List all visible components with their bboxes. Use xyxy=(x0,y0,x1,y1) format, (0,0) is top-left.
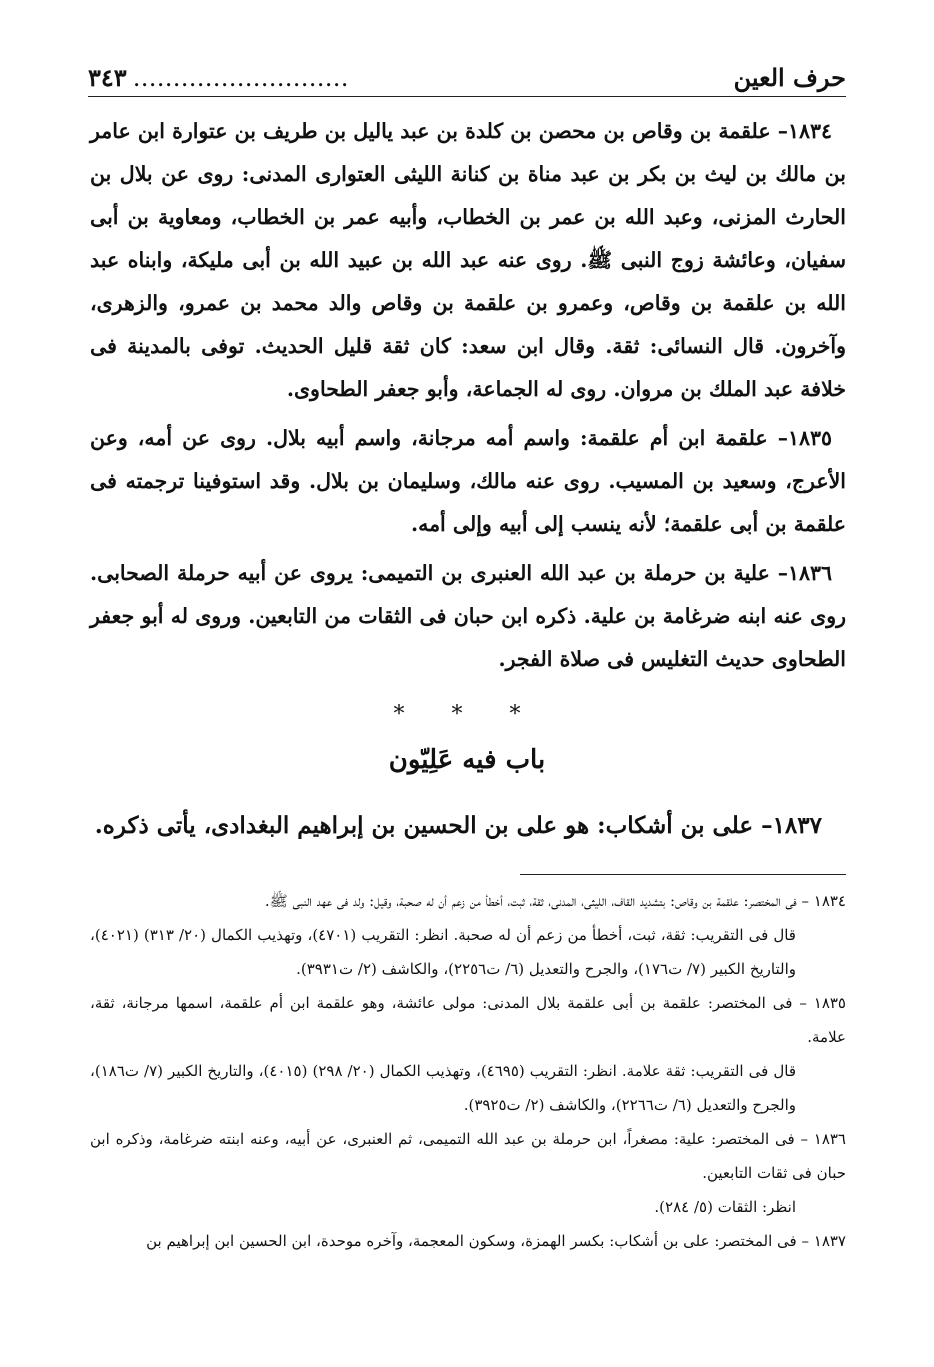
footnote-1834-sources: قال فى التقريب: ثقة، ثبت، أخطأ من زعم أن له صحبة. انظر: التقريب (٤٧٠١)، وتهذيب الكمال (٢٠/ ٣١٣) (٤٠٢١)، والتاريخ الكبير (٧/ ت١٧٦)، والجرح والتعديل (٦/ ت٢٢٥٦)، والكاشف (٢/ ت٣٩٣١). xyxy=(90,926,796,978)
footnote-1834: ١٨٣٤ – فى المختصر: علقمة بن وقاص: بتشديد القاف، الليثى، المدنى، ثقة، ثبت، أخطأ من زعم أن له صحبة، وقيل: ولد فى عهد النبى ﷺ. xyxy=(264,892,846,910)
footnote-divider xyxy=(520,874,846,875)
entry-number: ١٨٣٧ xyxy=(772,812,822,839)
entry-1837 xyxy=(90,804,846,848)
entry-text: – علقمة بن وقاص بن محصن بن كلدة بن عبد ياليل بن طريف بن عتوارة ابن عامر بن مالك بن ليث بن بكر بن عبد مناة بن كنانة الليثى العتوارى المدنى: روى عن بلال بن الحارث المزنى، وعبد الله بن عمر بن الخطاب، وأبيه عمر بن الخطاب، ومعاوية بن أبى سفيان، وعائشة زوج النبى ﷺ. روى عنه عبد الله بن عبيد الله بن أبى مليكة، وابناه عبد الله بن علقمة بن وقاص، وعمرو بن علقمة بن وقاص والد محمد بن عمرو، والزهرى، وآخرون. قال النسائى: ثقة. وقال ابن سعد: كان ثقة قليل الحديث. توفى بالمدينة فى خلافة عبد الملك بن مروان. روى له الجماعة، وأبو جعفر الطحاوى. xyxy=(90,119,846,401)
entry-number: ١٨٣٤ xyxy=(787,119,832,143)
footnote-1835-sources: قال فى التقريب: ثقة علامة. انظر: التقريب (٤٦٩٥)، وتهذيب الكمال (٢٠/ ٢٩٨) (٤٠١٥)، والتاريخ الكبير (٧/ ت١٨٦)، والجرح والتعديل (٦/ ت٢٢٦٦)، والكاشف (٢/ ت٣٩٢٥). xyxy=(90,1062,796,1114)
section-heading: باب فيه عَلِيّون xyxy=(388,745,546,775)
entry-text: – على بن أشكاب: هو على بن الحسين بن إبراهيم البغدادى، يأتى ذكره. xyxy=(94,812,773,839)
main-text xyxy=(90,110,846,687)
footnote-1835: ١٨٣٥ – فى المختصر: علقمة بن أبى علقمة بلال المدنى: مولى عائشة، وهو علقمة ابن أم علقمة، اسمها مرجانة، ثقة، علامة. xyxy=(90,994,846,1046)
entry-1834 xyxy=(90,110,846,411)
entry-1836 xyxy=(90,552,846,681)
running-title: حرف العين xyxy=(733,63,846,92)
page-number: ……………………… ٣٤٣ xyxy=(88,63,349,96)
entry-text: – علقمة ابن أم علقمة: واسم أمه مرجانة، واسم أبيه بلال. روى عن أمه، وعن الأعرج، وسعيد بن المسيب. روى عنه مالك، وسليمان بن بلال. وقد استوفينا ترجمته فى علقمة بن أبى علقمة؛ لأنه ينسب إلى أبيه وإلى أمه. xyxy=(90,426,846,536)
footnotes xyxy=(90,884,846,1258)
section-separator: * * * xyxy=(393,702,541,727)
entry-number: ١٨٣٦ xyxy=(787,561,832,585)
footnote-1836-sources: انظر: الثقات (٥/ ٢٨٤). xyxy=(654,1198,796,1216)
entry-text: – علية بن حرملة بن عبد الله العنبرى بن التميمى: يروى عن أبيه حرملة الصحابى. روى عنه ابنه ضرغامة بن علية. ذكره ابن حبان فى الثقات من التابعين. وروى له أبو جعفر الطحاوى حديث التغليس فى صلاة الفجر. xyxy=(90,561,846,671)
footnote-1837: ١٨٣٧ – فى المختصر: على بن أشكاب: بكسر الهمزة، وسكون المعجمة، وآخره موحدة، ابن الحسين ابن إبراهيم بن xyxy=(146,1232,846,1250)
entry-number: ١٨٣٥ xyxy=(787,426,832,450)
page-header xyxy=(88,60,846,97)
entry-1835 xyxy=(90,417,846,546)
footnote-1836: ١٨٣٦ – فى المختصر: علية: مصغراً، ابن حرملة بن عبد الله التميمى، ثم العنبرى، عن أبيه، وعنه ابنته ضرغامة، وذكره ابن حبان فى ثقات التابعين. xyxy=(90,1130,846,1182)
